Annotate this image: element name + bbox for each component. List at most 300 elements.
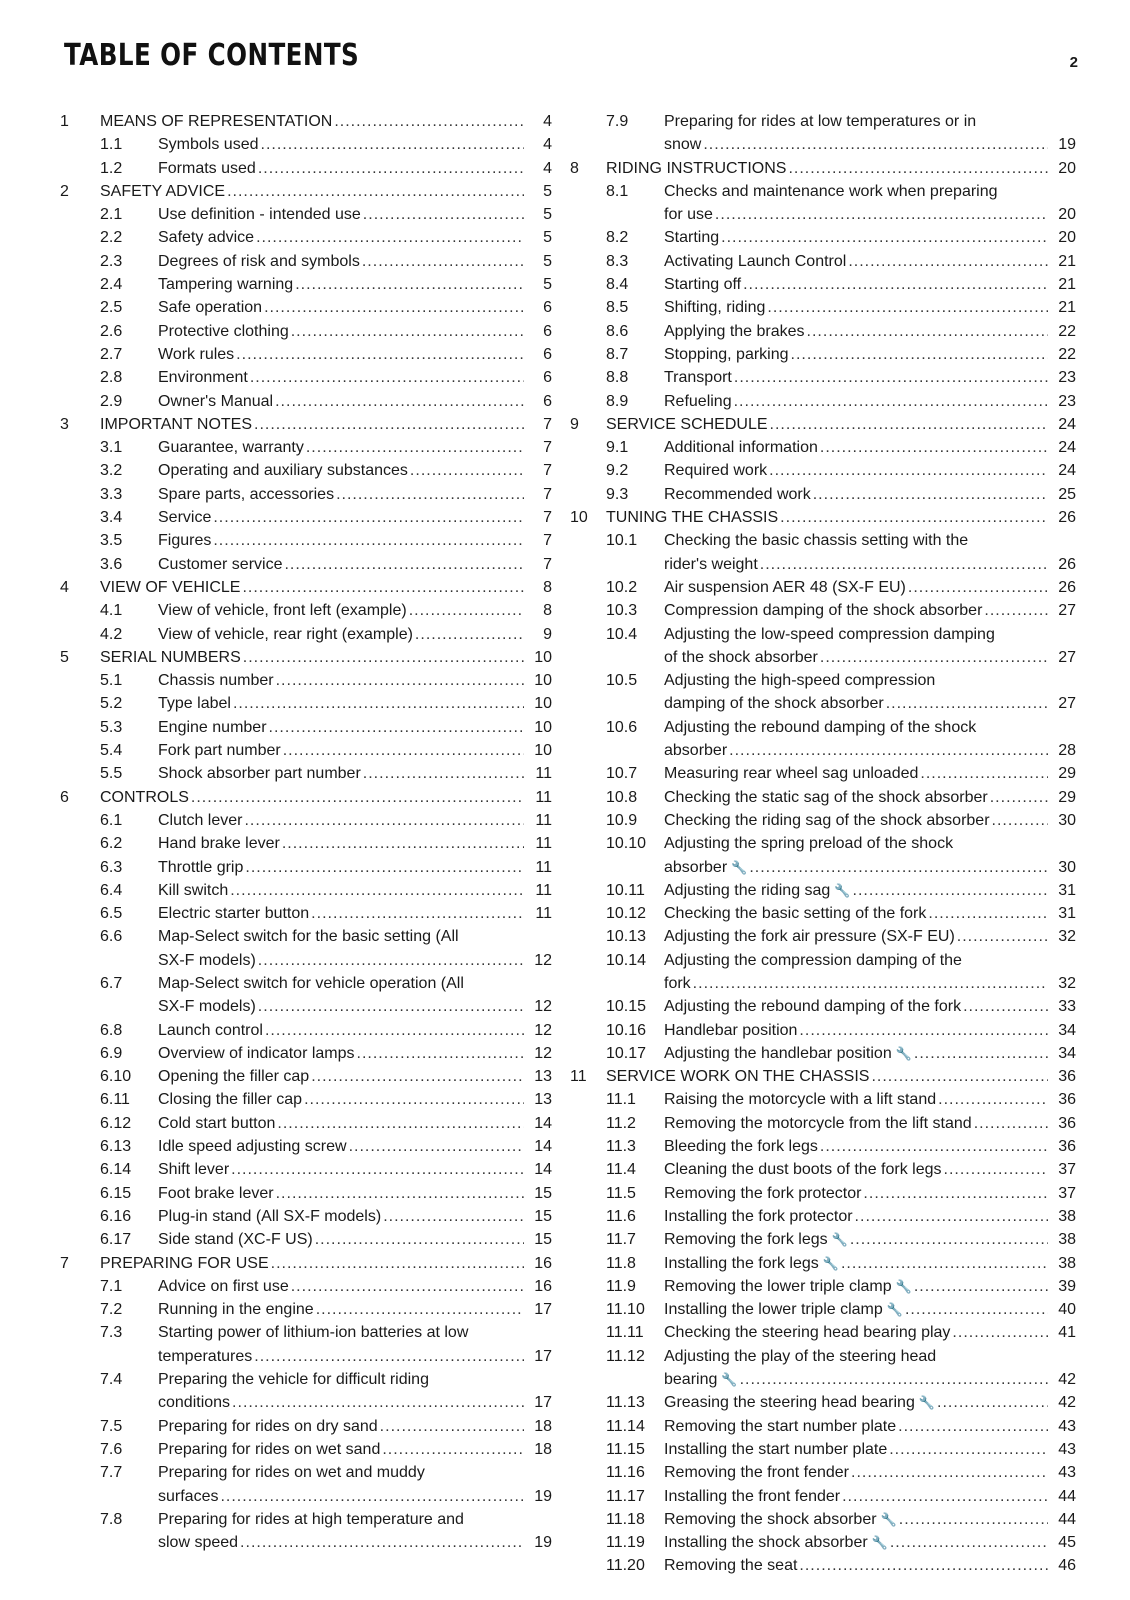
- toc-section-entry[interactable]: [570, 995, 1076, 1018]
- dot-leader: [213, 529, 524, 552]
- toc-section-entry[interactable]: [570, 1158, 1076, 1181]
- entry-page-number: 5: [543, 252, 552, 270]
- dot-leader: [908, 576, 1048, 599]
- toc-section-entry[interactable]: [60, 506, 552, 529]
- dot-leader: [886, 692, 1048, 715]
- entry-page-number: 24: [1058, 415, 1076, 433]
- entry-number: 9.3: [606, 485, 629, 503]
- toc-section-entry[interactable]: [570, 110, 1076, 157]
- dot-leader: [703, 133, 1048, 156]
- toc-section-entry[interactable]: [60, 1461, 552, 1508]
- dot-leader: [316, 1298, 524, 1321]
- toc-section-entry[interactable]: [60, 1042, 552, 1065]
- wrench-icon: 🔧: [871, 1535, 888, 1551]
- dot-leader: [311, 1065, 524, 1088]
- dot-leader: [937, 1391, 1048, 1414]
- dot-leader: [191, 786, 524, 809]
- entry-number: 11.16: [606, 1464, 645, 1482]
- entry-page-number: 44: [1058, 1510, 1076, 1528]
- entry-page-number: 46: [1058, 1557, 1076, 1575]
- entry-title: Adjusting the fork air pressure (SX-F EU): [664, 928, 955, 946]
- entry-page-number: 38: [1058, 1231, 1076, 1249]
- toc-section-entry[interactable]: [570, 786, 1076, 809]
- toc-section-entry[interactable]: [570, 1182, 1076, 1205]
- entry-page-number: 33: [1058, 998, 1076, 1016]
- toc-section-entry[interactable]: [570, 1042, 1076, 1065]
- dot-leader: [992, 809, 1048, 832]
- toc-section-entry[interactable]: [570, 902, 1076, 925]
- toc-chapter-entry[interactable]: [60, 180, 552, 203]
- entry-page-number: 11: [535, 765, 552, 783]
- toc-section-entry[interactable]: [570, 599, 1076, 622]
- entry-page-number: 44: [1058, 1487, 1076, 1505]
- dot-leader: [256, 226, 524, 249]
- toc-section-entry[interactable]: [60, 1368, 552, 1415]
- toc-section-entry[interactable]: [570, 1135, 1076, 1158]
- entry-title: View of vehicle, front left (example): [158, 602, 407, 620]
- toc-chapter-entry[interactable]: [570, 1065, 1076, 1088]
- entry-page-number: 7: [543, 509, 552, 527]
- toc-section-entry[interactable]: [570, 1438, 1076, 1461]
- toc-section-entry[interactable]: [570, 809, 1076, 832]
- entry-title: Preparing for rides at low temperatures or in: [664, 113, 977, 130]
- dot-leader: [236, 343, 524, 366]
- entry-page-number: 11: [535, 835, 552, 853]
- entry-page-number: 18: [534, 1417, 552, 1435]
- dot-leader: [920, 762, 1048, 785]
- entry-page-number: 42: [1058, 1394, 1076, 1412]
- entry-number: 2.3: [100, 252, 123, 270]
- entry-page-number: 41: [1058, 1324, 1076, 1342]
- dot-leader: [233, 692, 524, 715]
- entry-title: Preparing for rides on wet sand: [158, 1440, 381, 1458]
- entry-page-number: 9: [543, 625, 552, 643]
- dot-leader: [349, 1135, 524, 1158]
- toc-section-entry[interactable]: [570, 623, 1076, 670]
- entry-title: Clutch lever: [158, 811, 243, 829]
- toc-section-entry[interactable]: [570, 832, 1076, 879]
- entry-page-number: 17: [534, 1301, 552, 1319]
- dot-leader: [791, 343, 1048, 366]
- toc-section-entry[interactable]: [570, 576, 1076, 599]
- dot-leader: [729, 739, 1048, 762]
- entry-page-number: 11: [535, 811, 552, 829]
- toc-section-entry[interactable]: [60, 1065, 552, 1088]
- entry-title: Activating Launch Control: [664, 252, 847, 270]
- entry-page-number: 32: [1058, 974, 1076, 992]
- wrench-icon: 🔧: [822, 1255, 839, 1271]
- toc-section-entry[interactable]: [60, 273, 552, 296]
- toc-section-entry[interactable]: [60, 343, 552, 366]
- entry-page-number: 13: [534, 1091, 552, 1109]
- toc-section-entry[interactable]: [60, 1508, 552, 1555]
- toc-section-entry[interactable]: [570, 180, 1076, 227]
- entry-page-number: 39: [1058, 1277, 1076, 1295]
- entry-number: 6.17: [100, 1231, 132, 1249]
- entry-number: 3.1: [100, 439, 123, 457]
- toc-section-entry[interactable]: [60, 739, 552, 762]
- entry-page-number: 24: [1058, 462, 1076, 480]
- entry-page-number: 31: [1058, 905, 1076, 923]
- entry-title: Adjusting the low-speed compression damping: [664, 625, 995, 643]
- toc-section-entry[interactable]: [60, 925, 552, 972]
- entry-page-number: 6: [543, 299, 552, 317]
- toc-section-entry[interactable]: [60, 809, 552, 832]
- toc-section-entry[interactable]: [60, 832, 552, 855]
- toc-section-entry[interactable]: [60, 436, 552, 459]
- dot-leader: [240, 1531, 524, 1554]
- toc-chapter-entry[interactable]: [570, 413, 1076, 436]
- entry-number: 6: [60, 788, 69, 806]
- toc-section-entry[interactable]: [60, 1415, 552, 1438]
- entry-title: SERVICE SCHEDULE: [606, 415, 768, 433]
- dot-leader: [743, 273, 1048, 296]
- entry-number: 11.14: [606, 1417, 645, 1435]
- entry-number: 10.14: [606, 951, 647, 969]
- toc-section-entry[interactable]: [570, 250, 1076, 273]
- toc-section-entry[interactable]: [570, 390, 1076, 413]
- toc-section-entry[interactable]: [60, 1019, 552, 1042]
- entry-title: Chassis number: [158, 672, 274, 690]
- toc-section-entry[interactable]: [60, 133, 552, 156]
- entry-title: Hand brake lever: [158, 835, 280, 853]
- entry-page-number: 15: [534, 1207, 552, 1225]
- entry-page-number: 43: [1058, 1417, 1076, 1435]
- toc-section-entry[interactable]: [60, 1228, 552, 1251]
- entry-title: Preparing for rides on dry sand: [158, 1417, 378, 1435]
- entry-number: 10.4: [606, 625, 638, 643]
- toc-section-entry[interactable]: [570, 529, 1076, 576]
- entry-page-number: 11: [535, 788, 552, 806]
- dot-leader: [213, 506, 524, 529]
- entry-number: 3.2: [100, 462, 123, 480]
- toc-section-entry[interactable]: [60, 366, 552, 389]
- wrench-icon: 🔧: [895, 1278, 912, 1294]
- entry-title: Owner's Manual: [158, 392, 274, 410]
- entry-page-number: 24: [1058, 439, 1076, 457]
- entry-title: Adjusting the rebound damping of the shock: [664, 718, 977, 736]
- toc-section-entry[interactable]: [60, 623, 552, 646]
- entry-page-number: 11: [535, 858, 552, 876]
- toc-chapter-entry[interactable]: [60, 646, 552, 669]
- entry-page-number: 4: [543, 159, 552, 177]
- toc-section-entry[interactable]: [60, 692, 552, 715]
- dot-leader: [382, 1438, 524, 1461]
- entry-title: Side stand (XC-F US): [158, 1231, 313, 1249]
- toc-section-entry[interactable]: [570, 1205, 1076, 1228]
- toc-section-entry[interactable]: [60, 1321, 552, 1368]
- dot-leader: [944, 1158, 1048, 1181]
- toc-section-entry[interactable]: [60, 902, 552, 925]
- entry-title: Recommended work: [664, 485, 811, 503]
- entry-page-number: 19: [534, 1534, 552, 1552]
- dot-leader: [276, 1182, 524, 1205]
- entry-number: 11: [570, 1068, 587, 1086]
- dot-leader: [362, 250, 524, 273]
- toc-section-entry[interactable]: [60, 529, 552, 552]
- entry-number: 8.4: [606, 276, 629, 294]
- dot-leader: [850, 1228, 1048, 1251]
- entry-page-number: 4: [543, 136, 552, 154]
- dot-leader: [269, 716, 524, 739]
- entry-title: Advice on first use: [158, 1277, 289, 1295]
- entry-number: 8.3: [606, 252, 629, 270]
- entry-number: 11.12: [606, 1347, 645, 1365]
- toc-section-entry[interactable]: [570, 1391, 1076, 1414]
- toc-section-entry[interactable]: [570, 879, 1076, 902]
- toc-section-entry[interactable]: [570, 320, 1076, 343]
- entry-number: 10.13: [606, 928, 647, 946]
- entry-page-number: 14: [534, 1161, 552, 1179]
- entry-number: 10.5: [606, 672, 638, 690]
- entry-title: Tampering warning: [158, 276, 294, 294]
- entry-number: 2.8: [100, 369, 123, 387]
- toc-section-entry[interactable]: [570, 1415, 1076, 1438]
- toc-section-entry[interactable]: [570, 1275, 1076, 1298]
- entry-number: 7: [60, 1254, 69, 1272]
- toc-section-entry[interactable]: [60, 296, 552, 319]
- entry-title: Map-Select switch for vehicle operation (All: [158, 974, 464, 992]
- dot-leader: [243, 646, 524, 669]
- entry-number: 10.11: [606, 881, 645, 899]
- toc-section-entry[interactable]: [60, 1182, 552, 1205]
- toc-chapter-entry[interactable]: [60, 576, 552, 599]
- toc-section-entry[interactable]: [60, 203, 552, 226]
- entry-title: slow speed: [158, 1534, 239, 1552]
- toc-section-entry[interactable]: [570, 669, 1076, 716]
- toc-section-entry[interactable]: [570, 1298, 1076, 1321]
- entry-number: 2.4: [100, 276, 123, 294]
- dot-leader: [334, 110, 524, 133]
- toc-section-entry[interactable]: [60, 320, 552, 343]
- toc-section-entry[interactable]: [570, 1228, 1076, 1251]
- entry-page-number: 27: [1058, 602, 1076, 620]
- toc-section-entry[interactable]: [60, 1298, 552, 1321]
- toc-chapter-entry[interactable]: [60, 786, 552, 809]
- dot-leader: [242, 576, 524, 599]
- toc-section-entry[interactable]: [570, 1554, 1076, 1577]
- dot-leader: [363, 203, 524, 226]
- entry-page-number: 16: [534, 1277, 552, 1295]
- toc-section-entry[interactable]: [60, 669, 552, 692]
- toc-section-entry[interactable]: [570, 716, 1076, 763]
- entry-page-number: 14: [534, 1138, 552, 1156]
- entry-page-number: 11: [535, 905, 552, 923]
- toc-section-entry[interactable]: [60, 716, 552, 739]
- toc-section-entry[interactable]: [570, 1321, 1076, 1344]
- toc-section-entry[interactable]: [570, 226, 1076, 249]
- entry-title: SERIAL NUMBERS: [100, 648, 241, 666]
- toc-section-entry[interactable]: [60, 879, 552, 902]
- entry-title: SX-F models): [158, 998, 256, 1016]
- toc-section-entry[interactable]: [570, 273, 1076, 296]
- dot-leader: [851, 1461, 1048, 1484]
- dot-leader: [905, 1298, 1048, 1321]
- toc-section-entry[interactable]: [60, 553, 552, 576]
- dot-leader: [227, 180, 524, 203]
- toc-section-entry[interactable]: [60, 459, 552, 482]
- entry-title: View of vehicle, rear right (example): [158, 625, 413, 643]
- entry-page-number: 6: [543, 322, 552, 340]
- dot-leader: [258, 157, 524, 180]
- dot-leader: [265, 1019, 524, 1042]
- toc-section-entry[interactable]: [570, 1112, 1076, 1135]
- entry-page-number: 30: [1058, 858, 1076, 876]
- entry-page-number: 12: [534, 1021, 552, 1039]
- entry-title: Adjusting the handlebar position: [664, 1044, 892, 1062]
- dot-leader: [383, 1205, 524, 1228]
- dot-leader: [245, 856, 524, 879]
- entry-title: Installing the start number plate: [664, 1440, 888, 1458]
- entry-title: Degrees of risk and symbols: [158, 252, 360, 270]
- dot-leader: [767, 296, 1048, 319]
- toc-section-entry[interactable]: [570, 1252, 1076, 1275]
- dot-leader: [276, 669, 524, 692]
- wrench-icon: 🔧: [918, 1395, 936, 1411]
- entry-number: 3.5: [100, 532, 123, 550]
- toc-chapter-entry[interactable]: [60, 1252, 552, 1275]
- entry-title: Shifting, riding: [664, 299, 766, 317]
- entry-title: Bleeding the fork legs: [664, 1138, 818, 1156]
- toc-section-entry[interactable]: [570, 1485, 1076, 1508]
- entry-title: Safety advice: [158, 229, 255, 247]
- entry-page-number: 12: [534, 998, 552, 1016]
- entry-page-number: 43: [1058, 1464, 1076, 1482]
- entry-page-number: 7: [543, 555, 552, 573]
- entry-number: 7.7: [100, 1464, 123, 1482]
- entry-number: 10.16: [606, 1021, 647, 1039]
- entry-title: Electric starter button: [158, 905, 310, 923]
- entry-number: 11.7: [606, 1231, 636, 1249]
- toc-section-entry[interactable]: [570, 1508, 1076, 1531]
- wrench-icon: 🔧: [834, 882, 851, 898]
- entry-page-number: 13: [534, 1068, 552, 1086]
- entry-title: Cleaning the dust boots of the fork legs: [664, 1161, 942, 1179]
- dot-leader: [788, 157, 1048, 180]
- entry-number: 10.8: [606, 788, 638, 806]
- entry-page-number: 36: [1058, 1138, 1076, 1156]
- entry-title: Kill switch: [158, 881, 229, 899]
- toc-section-entry[interactable]: [570, 436, 1076, 459]
- dot-leader: [957, 925, 1048, 948]
- entry-number: 6.3: [100, 858, 123, 876]
- toc-chapter-entry[interactable]: [570, 157, 1076, 180]
- toc-section-entry[interactable]: [570, 296, 1076, 319]
- dot-leader: [311, 902, 524, 925]
- entry-title: Customer service: [158, 555, 283, 573]
- wrench-icon: 🔧: [831, 1232, 848, 1248]
- toc-section-entry[interactable]: [570, 1019, 1076, 1042]
- entry-title: Handlebar position: [664, 1021, 798, 1039]
- dot-leader: [415, 623, 524, 646]
- toc-section-entry[interactable]: [570, 1345, 1076, 1392]
- entry-number: 6.10: [100, 1068, 132, 1086]
- dot-leader: [336, 483, 524, 506]
- toc-chapter-entry[interactable]: [60, 110, 552, 133]
- toc-section-entry[interactable]: [60, 1158, 552, 1181]
- toc-section-entry[interactable]: [60, 972, 552, 1019]
- toc-chapter-entry[interactable]: [570, 506, 1076, 529]
- toc-section-entry[interactable]: [570, 483, 1076, 506]
- dot-leader: [848, 250, 1048, 273]
- toc-section-entry[interactable]: [60, 1135, 552, 1158]
- toc-section-entry[interactable]: [570, 949, 1076, 996]
- entry-title: damping of the shock absorber: [664, 695, 884, 713]
- dot-leader: [283, 739, 524, 762]
- toc-chapter-entry[interactable]: [60, 413, 552, 436]
- toc-section-entry[interactable]: [60, 483, 552, 506]
- dot-leader: [799, 1554, 1048, 1577]
- toc-section-entry[interactable]: [60, 1275, 552, 1298]
- entry-title: Protective clothing: [158, 322, 289, 340]
- entry-page-number: 17: [534, 1394, 552, 1412]
- entry-title: Stopping, parking: [664, 345, 789, 363]
- toc-section-entry[interactable]: [60, 226, 552, 249]
- toc-section-entry[interactable]: [570, 459, 1076, 482]
- entry-title: Spare parts, accessories: [158, 485, 335, 503]
- toc-section-entry[interactable]: [570, 1461, 1076, 1484]
- toc-section-entry[interactable]: [60, 599, 552, 622]
- toc-section-entry[interactable]: [60, 390, 552, 413]
- entry-page-number: 26: [1058, 578, 1076, 596]
- entry-title: Starting: [664, 229, 720, 247]
- dot-leader: [291, 320, 524, 343]
- entry-title: Fork part number: [158, 742, 281, 760]
- dot-leader: [820, 1135, 1048, 1158]
- dot-leader: [984, 599, 1048, 622]
- entry-title: temperatures: [158, 1347, 253, 1365]
- entry-number: 6.16: [100, 1207, 132, 1225]
- wrench-icon: 🔧: [880, 1511, 897, 1527]
- toc-section-entry[interactable]: [570, 1531, 1076, 1554]
- entry-page-number: 12: [534, 951, 552, 969]
- dot-leader: [282, 832, 524, 855]
- toc-section-entry[interactable]: [60, 157, 552, 180]
- entry-number: 8.2: [606, 229, 629, 247]
- dot-leader: [254, 1345, 524, 1368]
- toc-section-entry[interactable]: [60, 856, 552, 879]
- entry-page-number: 32: [1058, 928, 1076, 946]
- toc-section-entry[interactable]: [570, 343, 1076, 366]
- entry-title: Raising the motorcycle with a lift stand: [664, 1091, 937, 1109]
- dot-leader: [271, 1252, 524, 1275]
- toc-section-entry[interactable]: [60, 1088, 552, 1111]
- dot-leader: [799, 1019, 1048, 1042]
- entry-title: SERVICE WORK ON THE CHASSIS: [606, 1068, 870, 1086]
- toc-section-entry[interactable]: [60, 762, 552, 785]
- entry-title: Compression damping of the shock absorber: [664, 602, 983, 620]
- entry-page-number: 8: [543, 602, 552, 620]
- toc-section-entry[interactable]: [570, 366, 1076, 389]
- toc-section-entry[interactable]: [60, 250, 552, 273]
- entry-title: IMPORTANT NOTES: [100, 415, 253, 433]
- entry-page-number: 15: [534, 1184, 552, 1202]
- entry-title: PREPARING FOR USE: [100, 1254, 269, 1272]
- toc-section-entry[interactable]: [570, 762, 1076, 785]
- toc-section-entry[interactable]: [570, 1088, 1076, 1111]
- entry-title: Removing the fork protector: [664, 1184, 862, 1202]
- dot-leader: [275, 390, 524, 413]
- toc-section-entry[interactable]: [570, 925, 1076, 948]
- dot-leader: [938, 1088, 1048, 1111]
- dot-leader: [820, 646, 1048, 669]
- toc-section-entry[interactable]: [60, 1205, 552, 1228]
- entry-page-number: 7: [543, 462, 552, 480]
- entry-page-number: 29: [1058, 788, 1076, 806]
- entry-title: for use: [664, 206, 713, 224]
- toc-section-entry[interactable]: [60, 1438, 552, 1461]
- toc-section-entry[interactable]: [60, 1112, 552, 1135]
